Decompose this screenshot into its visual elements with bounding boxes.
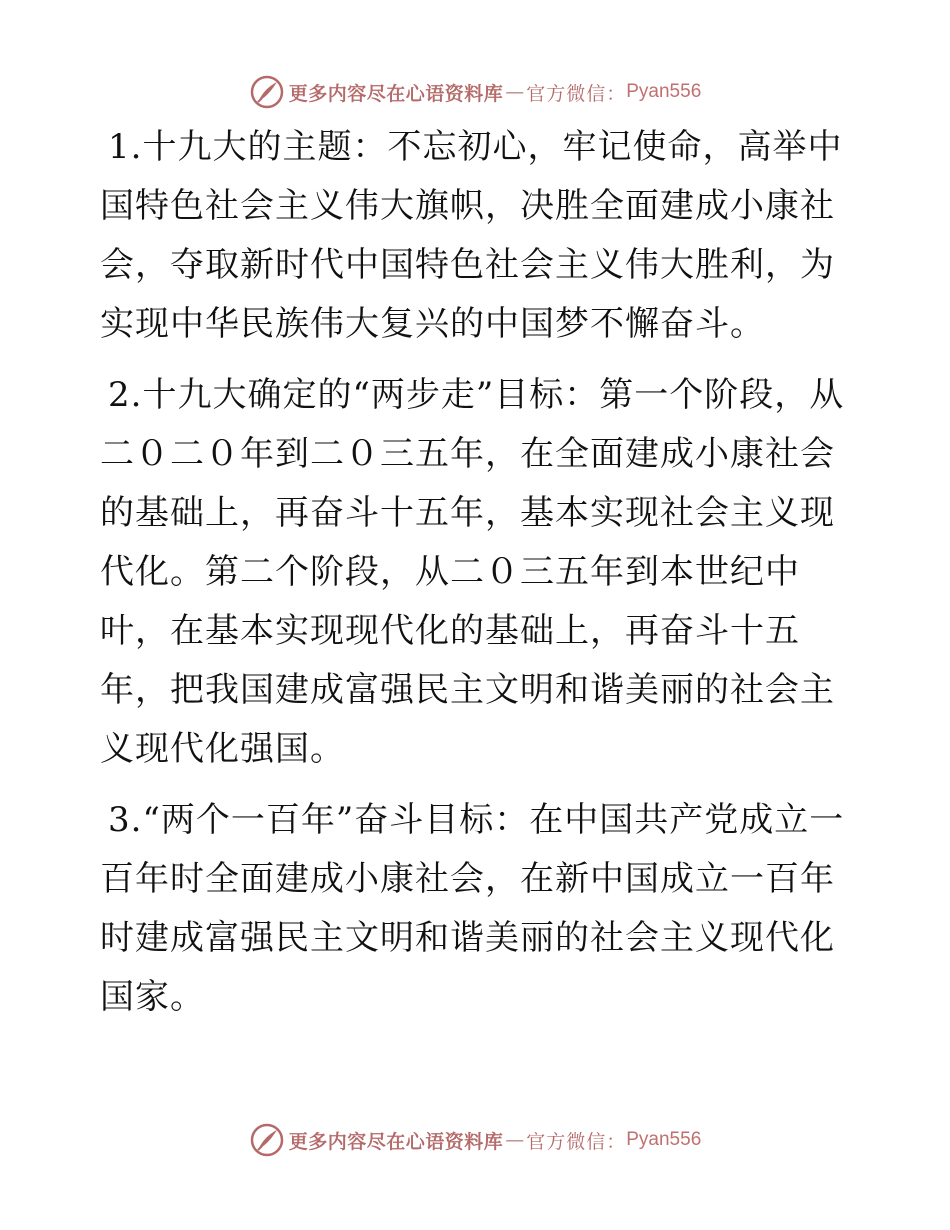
paragraph-two-centenary-goals: 3.“两个一百年”奋斗目标：在中国共产党成立一百年时全面建成小康社会，在新中国成立一百年时建成富强民主文明和谐美丽的社会主义现代化国家。 — [100, 800, 845, 1017]
quill-pen-logo-icon — [249, 1122, 285, 1158]
quill-pen-logo-icon — [249, 74, 285, 110]
footer-watermark — [0, 1120, 950, 1160]
watermark-dash: — — [505, 81, 525, 103]
watermark-dash: — — [505, 1129, 525, 1151]
paragraph-two-steps: 2.十九大确定的“两步走”目标：第一个阶段，从二０二０年到二０三五年，在全面建成小康社会的基础上，再奋斗十五年，基本实现社会主义现代化。第二个阶段，从二０三五年到本世纪中叶，在基本实现现代化的基础上，再奋斗十五年，把我国建成富强民主文明和谐美丽的社会主义现代化强国。 — [100, 375, 845, 769]
watermark-wechat-label: 官方微信： — [526, 1130, 627, 1153]
header-watermark — [0, 72, 950, 112]
watermark-wechat-id: Pyan556 — [626, 81, 702, 102]
paragraph-theme: 1.十九大的主题：不忘初心，牢记使命，高举中国特色社会主义伟大旗帜，决胜全面建成小康社会，夺取新时代中国特色社会主义伟大胜利，为实现中华民族伟大复兴的中国梦不懈奋斗。 — [100, 127, 843, 344]
watermark-wechat-id: Pyan556 — [626, 1129, 702, 1150]
watermark-text: 更多内容尽在心语资料库 — [288, 1130, 504, 1153]
document-body — [100, 118, 850, 1039]
watermark-wechat-label: 官方微信： — [526, 82, 627, 105]
watermark-text: 更多内容尽在心语资料库 — [288, 82, 504, 105]
